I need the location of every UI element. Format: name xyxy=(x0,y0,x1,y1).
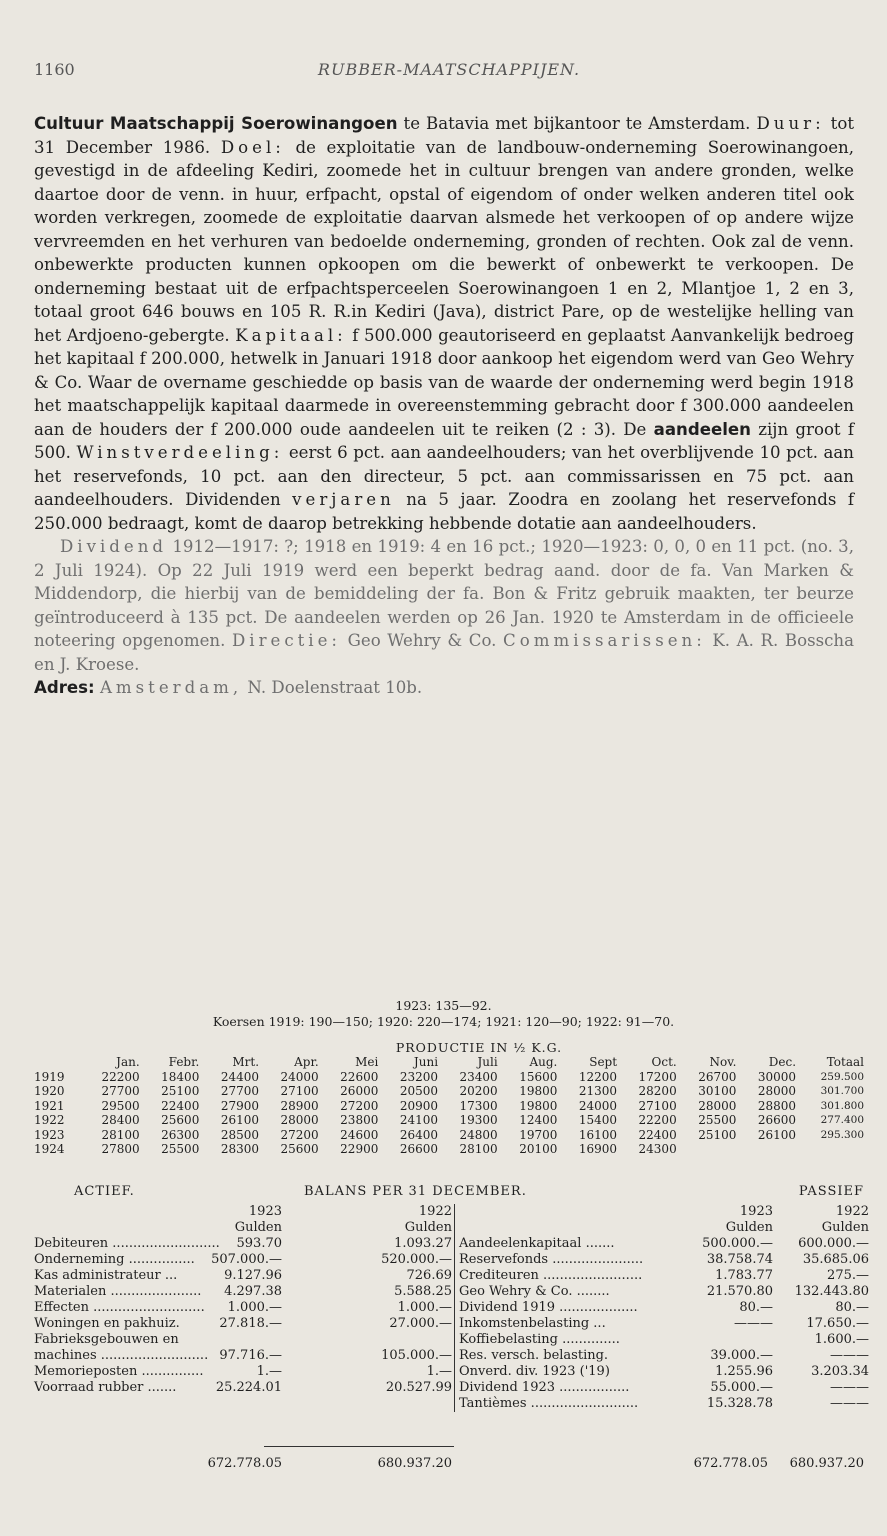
liability-value-1923: 38.758.74 xyxy=(706,1252,773,1267)
production-cell: 17200 xyxy=(638,1069,677,1084)
production-cell: 29500 xyxy=(101,1098,140,1113)
text-segment: eerst 6 pct. aan aandeelhouders; van het overblijvende 10 pct. aan het reservefonds, 10 pct. aan den directeur, 5 pct. aan commissarissen en 75 pct. aan aandeelhouders. Dividenden xyxy=(34,443,854,509)
actief-label: ACTIEF. xyxy=(74,1184,135,1199)
assets-currency-1923: Gulden xyxy=(234,1220,282,1235)
asset-label: machines .......................... xyxy=(34,1348,209,1363)
month-header: Aug. xyxy=(529,1055,558,1069)
liability-row xyxy=(459,1348,869,1364)
text-segment: tot 31 December 1986. xyxy=(34,114,854,157)
company-name: Cultuur Maatschappij Soerowinangoen xyxy=(34,114,398,133)
production-cell: 28800 xyxy=(757,1098,797,1113)
doel-label: Doel: xyxy=(220,137,285,157)
month-header: Nov. xyxy=(709,1055,737,1069)
production-cell: 24400 xyxy=(220,1069,260,1084)
liability-value-1922: 35.685.06 xyxy=(802,1252,869,1267)
asset-label: Effecten ........................... xyxy=(34,1300,205,1315)
production-cell xyxy=(677,1142,737,1157)
production-cell: 27100 xyxy=(280,1084,319,1098)
production-cell: 22400 xyxy=(638,1127,677,1142)
production-cell: 26100 xyxy=(220,1113,260,1127)
month-header: Totaal xyxy=(826,1055,864,1069)
month-header: Mei xyxy=(355,1055,379,1069)
production-cell: 26600 xyxy=(757,1113,797,1127)
paragraph-adres xyxy=(34,676,854,700)
production-cell: 20100 xyxy=(519,1142,558,1156)
production-cell: 301.700 xyxy=(820,1085,864,1097)
production-cell: 25500 xyxy=(161,1142,200,1156)
asset-value-1923: 97.716.— xyxy=(219,1348,282,1363)
assets-currency-row xyxy=(34,1220,452,1236)
asset-value-1923: 1.— xyxy=(256,1364,282,1379)
production-header-row xyxy=(34,1055,864,1070)
asset-label: Onderneming ................ xyxy=(34,1252,195,1267)
production-cell: 23400 xyxy=(459,1069,498,1084)
production-cell: 27700 xyxy=(220,1084,260,1098)
production-table xyxy=(34,1055,864,1157)
liability-label: Onverd. div. 1923 ('19) xyxy=(459,1364,610,1379)
asset-row xyxy=(34,1380,452,1396)
production-cell: 25600 xyxy=(161,1113,200,1127)
text-segment: K. A. R. Bosscha en J. Kroese. xyxy=(34,631,854,674)
duur-label: Duur: xyxy=(756,114,825,133)
asset-value-1922: 5.588.25 xyxy=(394,1284,452,1299)
year-header xyxy=(34,1055,80,1070)
production-cell: 21300 xyxy=(578,1084,618,1098)
production-cell: 28500 xyxy=(220,1127,260,1142)
asset-value-1922: 1.000.— xyxy=(397,1300,452,1315)
production-cell: 28100 xyxy=(459,1142,498,1156)
liability-row xyxy=(459,1252,869,1268)
asset-label: Fabrieksgebouwen en xyxy=(34,1332,179,1347)
assets-total-rule xyxy=(264,1446,454,1447)
liability-value-1923: 55.000.— xyxy=(710,1380,773,1395)
total-assets-1922: 680.937.20 xyxy=(377,1456,452,1471)
liability-row xyxy=(459,1364,869,1380)
production-row xyxy=(34,1084,864,1099)
production-cell: 16100 xyxy=(578,1127,618,1142)
liability-value-1922: 17.650.— xyxy=(806,1316,869,1331)
production-cell: 26600 xyxy=(399,1142,439,1156)
text-segment: te Batavia met bijkantoor te Amsterdam. xyxy=(397,114,757,133)
production-year: 1919 xyxy=(34,1069,65,1084)
production-cell: 27100 xyxy=(638,1098,677,1113)
text-segment: 1912—1917: ?; 1918 en 1919: 4 en 16 pct.; 1920—1923: 0, 0, 0 en 11 pct. (no. 3, 2 Juli 1924). Op 22 Juli 1919 werd een beperkt bedrag aand. door de fa. Van Marken & Middendorp, die hierbij van de bemiddeling der fa. Bon & Fritz gebruik maakten, ter beurze geïntroduceerd à 135 pct. De aandeelen werden op 26 Jan. 1920 te Amsterdam in de officieele noteering opgenomen. xyxy=(34,537,854,650)
production-cell: 20900 xyxy=(399,1098,439,1113)
asset-label: Voorraad rubber ....... xyxy=(34,1380,177,1395)
month-header: Febr. xyxy=(168,1055,200,1069)
liability-label: Koffiebelasting .............. xyxy=(459,1332,620,1347)
asset-row xyxy=(34,1300,452,1316)
liability-value-1923: ——— xyxy=(734,1316,773,1331)
production-cell: 25100 xyxy=(698,1127,737,1142)
assets-column xyxy=(34,1204,452,1396)
directie-label: Directie: xyxy=(231,631,342,650)
liabilities-column xyxy=(454,1204,869,1412)
liability-label: Aandeelenkapitaal ....... xyxy=(459,1236,615,1251)
production-cell: 22600 xyxy=(340,1069,379,1084)
paragraph-main xyxy=(34,112,854,535)
production-year: 1924 xyxy=(34,1142,65,1156)
production-cell: 24100 xyxy=(399,1113,439,1127)
asset-row xyxy=(34,1268,452,1284)
liab-currency-1923: Gulden xyxy=(725,1220,773,1235)
production-cell: 17300 xyxy=(459,1098,498,1113)
liability-value-1923: 500.000.— xyxy=(702,1236,773,1251)
liability-row xyxy=(459,1332,869,1348)
production-cell: 15400 xyxy=(578,1113,618,1127)
liability-label: Inkomstenbelasting ... xyxy=(459,1316,606,1331)
month-header: Mrt. xyxy=(232,1055,260,1069)
production-cell: 259.500 xyxy=(820,1070,864,1083)
liability-label: Dividend 1919 ................... xyxy=(459,1300,638,1315)
liability-label: Tantièmes .......................... xyxy=(459,1396,639,1411)
asset-label: Debiteuren .......................... xyxy=(34,1236,220,1251)
production-row xyxy=(34,1070,864,1085)
production-cell: 16900 xyxy=(578,1142,618,1156)
production-body xyxy=(34,1070,864,1157)
asset-value-1922: 1.— xyxy=(426,1364,452,1379)
liability-row xyxy=(459,1268,869,1284)
liability-value-1923: 15.328.78 xyxy=(706,1396,773,1411)
asset-label: Materialen ...................... xyxy=(34,1284,202,1299)
asset-value-1923: 593.70 xyxy=(236,1236,282,1251)
total-assets-1923: 672.778.05 xyxy=(207,1456,282,1471)
production-cell: 24000 xyxy=(578,1098,618,1113)
paragraph-dividend xyxy=(34,535,854,676)
production-cell: 19800 xyxy=(519,1084,558,1098)
winstverdeeling-label: Winstverdeeling: xyxy=(76,443,284,462)
liability-value-1922: ——— xyxy=(830,1348,869,1363)
production-cell: 28000 xyxy=(757,1084,797,1098)
production-cell: 18400 xyxy=(161,1069,200,1084)
liability-label: Crediteuren ........................ xyxy=(459,1268,643,1283)
asset-value-1923: 4.297.38 xyxy=(224,1284,282,1299)
production-cell: 22200 xyxy=(638,1113,677,1127)
production-cell: 26300 xyxy=(161,1127,200,1142)
assets-year-1922: 1922 xyxy=(418,1204,452,1219)
production-cell: 28100 xyxy=(101,1127,140,1142)
production-cell: 24600 xyxy=(340,1127,379,1142)
aandeelen-label: aandeelen xyxy=(653,419,751,439)
asset-row xyxy=(34,1316,452,1332)
month-header: Oct. xyxy=(651,1055,677,1069)
asset-value-1922: 27.000.— xyxy=(389,1316,452,1331)
liability-value-1922: 132.443.80 xyxy=(794,1284,869,1299)
production-cell: 15600 xyxy=(519,1069,558,1084)
liability-value-1923: 21.570.80 xyxy=(706,1284,773,1299)
production-cell: 19300 xyxy=(459,1113,498,1127)
asset-label: Memorieposten ............... xyxy=(34,1364,204,1379)
dividend-label: Dividend xyxy=(60,537,168,556)
production-cell xyxy=(736,1142,796,1157)
page-number: 1160 xyxy=(34,60,75,79)
production-cell: 20200 xyxy=(459,1084,498,1098)
production-row xyxy=(34,1128,864,1143)
production-row xyxy=(34,1113,864,1128)
production-cell: 30000 xyxy=(757,1069,797,1084)
month-header: Juli xyxy=(477,1055,498,1069)
production-cell: 27200 xyxy=(340,1098,379,1113)
text-segment: f 500.000 geautoriseerd en geplaatst Aanvankelijk bedroeg het kapitaal f 200.000, hetwelk in Januari 1918 door aankoop het eigendom werd van Geo Wehry & Co. Waar de overname geschiedde op basis van de waarde der onderneming werd begin 1918 het maatschappelijk kapitaal daarmede in overeenstemming gebracht door f 300.000 aandeelen aan de houders der f 200.000 oude aandeelen uit te reiken (2 : 3). De xyxy=(34,325,854,439)
production-cell: 25100 xyxy=(161,1084,200,1098)
asset-value-1923: 27.818.— xyxy=(219,1316,282,1331)
month-header: Juni xyxy=(413,1055,439,1069)
total-liabilities-1923: 672.778.05 xyxy=(693,1456,768,1471)
liability-row xyxy=(459,1300,869,1316)
production-cell: 27800 xyxy=(101,1142,140,1156)
production-cell: 24000 xyxy=(280,1069,319,1084)
liability-value-1922: 1.600.— xyxy=(814,1332,869,1347)
production-cell: 19700 xyxy=(519,1127,558,1142)
liab-year-row xyxy=(459,1204,869,1220)
production-cell: 295.300 xyxy=(820,1128,864,1141)
text-segment: na 5 jaar. Zoodra en zoolang het reservefonds f 250.000 bedraagt, komt de daarop betrekking hebbende dotatie aan aandeelhouders. xyxy=(34,490,854,533)
total-liabilities-1922: 680.937.20 xyxy=(789,1456,864,1471)
asset-row xyxy=(34,1284,452,1300)
liability-row xyxy=(459,1316,869,1332)
liab-currency-1922: Gulden xyxy=(821,1220,869,1235)
liability-label: Reservefonds ...................... xyxy=(459,1252,644,1267)
asset-value-1923: 25.224.01 xyxy=(215,1380,282,1395)
production-year: 1920 xyxy=(34,1084,65,1098)
production-cell: 26400 xyxy=(399,1127,439,1142)
assets-year-1923: 1923 xyxy=(248,1204,282,1219)
asset-value-1923: 507.000.— xyxy=(211,1252,282,1267)
production-cell: 25600 xyxy=(280,1142,319,1156)
asset-value-1922: 105.000.— xyxy=(381,1348,452,1363)
production-cell: 28000 xyxy=(280,1113,319,1127)
liab-year-1922: 1922 xyxy=(835,1204,869,1219)
liability-label: Geo Wehry & Co. ........ xyxy=(459,1284,610,1299)
passief-label: PASSIEF xyxy=(798,1184,864,1199)
production-cell: 26100 xyxy=(757,1127,797,1142)
liability-value-1923: 80.— xyxy=(739,1300,773,1315)
production-cell: 28900 xyxy=(280,1098,319,1113)
adres-label: Adres: xyxy=(34,678,95,697)
production-cell: 30100 xyxy=(698,1084,737,1098)
body-text xyxy=(34,112,854,700)
production-row xyxy=(34,1099,864,1114)
production-table-block xyxy=(34,1040,864,1157)
production-cell: 22900 xyxy=(340,1142,379,1156)
production-cell: 28400 xyxy=(101,1113,140,1127)
liability-value-1922: 275.— xyxy=(827,1268,869,1283)
production-cell: 19800 xyxy=(519,1098,558,1113)
month-header: Apr. xyxy=(294,1055,319,1069)
liability-label: Dividend 1923 ................. xyxy=(459,1380,630,1395)
koersen-block xyxy=(0,998,887,1030)
asset-row xyxy=(34,1236,452,1252)
liability-value-1922: 600.000.— xyxy=(798,1236,869,1251)
balance-heading xyxy=(34,1184,864,1204)
production-cell: 25500 xyxy=(698,1113,737,1127)
liability-row xyxy=(459,1284,869,1300)
production-cell: 301.800 xyxy=(820,1099,864,1112)
production-cell: 22400 xyxy=(161,1098,200,1113)
liability-value-1922: 3.203.34 xyxy=(811,1364,869,1379)
liability-row xyxy=(459,1380,869,1396)
liability-value-1922: ——— xyxy=(830,1380,869,1395)
production-cell: 26000 xyxy=(340,1084,379,1098)
assets-currency-1922: Gulden xyxy=(404,1220,452,1235)
production-year: 1921 xyxy=(34,1098,65,1113)
production-cell: 23800 xyxy=(340,1113,379,1127)
asset-value-1923: 1.000.— xyxy=(227,1300,282,1315)
assets-year-row xyxy=(34,1204,452,1220)
koersen-1923: 1923: 135—92. xyxy=(395,998,492,1013)
production-year: 1923 xyxy=(34,1127,65,1142)
kapitaal-label: Kapitaal: xyxy=(235,325,347,345)
production-cell: 27700 xyxy=(101,1084,140,1098)
production-title: PRODUCTIE IN ½ K.G. xyxy=(395,1040,563,1055)
asset-label: Kas administrateur ... xyxy=(34,1268,178,1283)
month-header: Dec. xyxy=(768,1055,797,1069)
verjaren-label: verjaren xyxy=(292,490,395,509)
production-row xyxy=(34,1142,864,1157)
month-header: Sept xyxy=(589,1055,618,1069)
production-cell xyxy=(796,1142,864,1157)
month-header: Jan. xyxy=(116,1055,140,1069)
liability-label: Res. versch. belasting. xyxy=(459,1348,609,1363)
text-segment: de exploitatie van de landbouw-onderneming Soerowinangoen, gevestigd in de afdeeling Kediri, zoomede het in cultuur brengen van andere gronden, welke daartoe door de venn. in huur, erfpacht, opstal of eigendom of onder welken anderen titel ook worden verkregen, zoomede de exploitatie daarvan alsmede het verkoopen of op andere wijze vervreemden en het verhuren van bedoelde onderneming, gronden of rechten. Ook zal de venn. onbewerkte producten kunnen opkoopen om die bewerkt of onbewerkt te verkoopen. De onderneming bestaat uit de erfpachtsperceelen Soerowinangoen 1 en 2, Mlantjoe 1, 2 en 3, totaal groot 646 bouws en 105 R. R.in Kediri (Java), district Pare, op de westelijke helling van het Ardjoeno-gebergte. xyxy=(34,137,854,345)
production-cell: 22200 xyxy=(101,1069,140,1084)
text-segment: Geo Wehry & Co. xyxy=(341,631,504,650)
liab-currency-row xyxy=(459,1220,869,1236)
adres-street: N. Doelenstraat 10b. xyxy=(242,678,423,697)
production-cell: 26700 xyxy=(698,1069,737,1084)
asset-value-1922: 520.000.— xyxy=(381,1252,452,1267)
production-cell: 12400 xyxy=(519,1113,558,1127)
production-cell: 28200 xyxy=(638,1084,677,1098)
asset-value-1923: 9.127.96 xyxy=(224,1268,282,1283)
liability-row xyxy=(459,1236,869,1252)
production-cell: 27900 xyxy=(220,1098,260,1113)
balance-title: BALANS PER 31 DECEMBER. xyxy=(304,1184,527,1199)
production-cell: 24800 xyxy=(459,1127,498,1142)
koersen-history: Koersen 1919: 190—150; 1920: 220—174; 1921: 120—90; 1922: 91—70. xyxy=(212,1014,675,1029)
liability-value-1923: 1.783.77 xyxy=(715,1268,773,1283)
commissarissen-label: Commissarissen: xyxy=(503,631,706,650)
asset-row xyxy=(34,1364,452,1380)
asset-row xyxy=(34,1252,452,1268)
asset-value-1922: 1.093.27 xyxy=(394,1236,452,1251)
production-year: 1922 xyxy=(34,1113,65,1127)
liability-value-1922: 80.— xyxy=(835,1300,869,1315)
liability-value-1922: ——— xyxy=(830,1396,869,1411)
production-cell: 12200 xyxy=(578,1069,618,1084)
production-cell: 24300 xyxy=(638,1142,677,1156)
asset-value-1922: 726.69 xyxy=(406,1268,452,1283)
asset-label: Woningen en pakhuiz. xyxy=(34,1316,180,1331)
liability-row xyxy=(459,1396,869,1412)
liability-value-1923: 39.000.— xyxy=(710,1348,773,1363)
asset-row xyxy=(34,1332,452,1348)
liab-year-1923: 1923 xyxy=(739,1204,773,1219)
running-title: RUBBER-MAATSCHAPPIJEN. xyxy=(317,60,581,79)
asset-value-1922: 20.527.99 xyxy=(385,1380,452,1395)
production-cell: 23200 xyxy=(399,1069,439,1084)
production-cell: 27200 xyxy=(280,1127,319,1142)
production-cell: 20500 xyxy=(399,1084,439,1098)
asset-row xyxy=(34,1348,452,1364)
production-cell: 28000 xyxy=(698,1098,737,1113)
balance-sheet xyxy=(34,1184,869,1471)
adres-city: Amsterdam, xyxy=(99,678,243,697)
production-cell: 277.400 xyxy=(820,1114,864,1126)
text-segment: zijn groot f 500. xyxy=(34,419,854,462)
liability-value-1923: 1.255.96 xyxy=(715,1364,773,1379)
production-cell: 28300 xyxy=(220,1142,260,1156)
